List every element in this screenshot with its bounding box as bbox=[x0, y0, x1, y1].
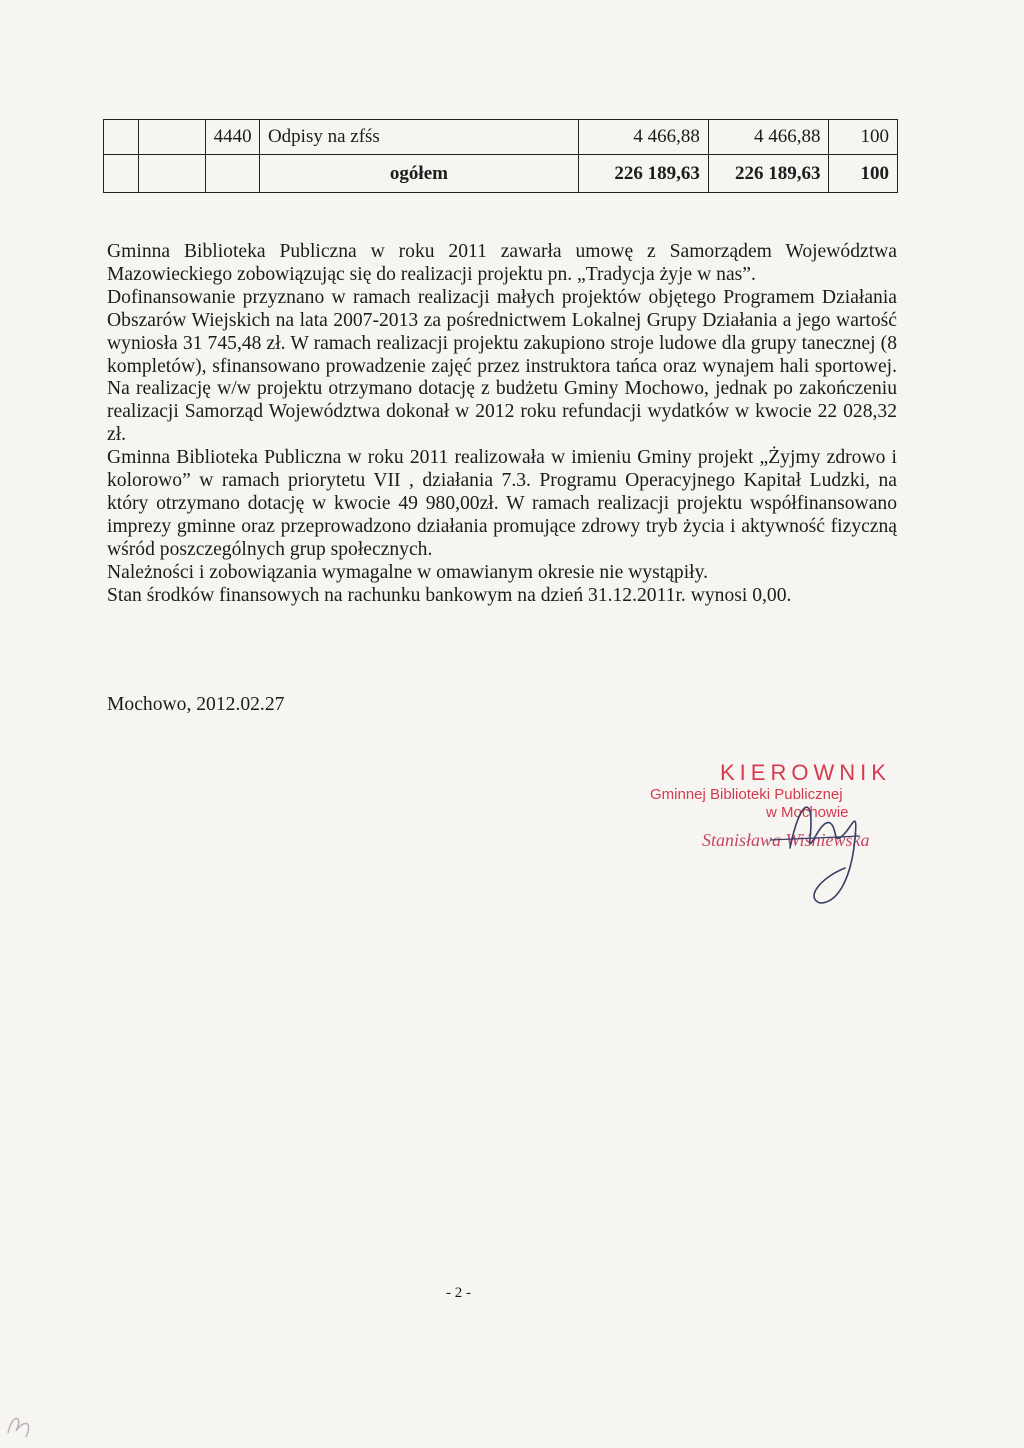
table-cell-percent: 100 bbox=[829, 120, 898, 155]
table-total-plan: 226 189,63 bbox=[578, 155, 708, 193]
stamp-title: KIEROWNIK bbox=[720, 760, 891, 785]
table-total-executed: 226 189,63 bbox=[708, 155, 829, 193]
table-cell-name: Odpisy na zfśs bbox=[259, 120, 578, 155]
paragraph: Dofinansowanie przyznano w ramach realizacji małych projektów objętego Programem Działania Obszarów Wiejskich na lata 2007-2013 za pośrednictwem Lokalnej Grupy Działania a jego wartość wyniosła 31 745,48 zł. W ramach realizacji projektu zakupiono stroje ludowe dla grupy tanecznej (8 kompletów), sfinansowano prowadzenie zajęć przez instruktora tańca oraz wynajem hali sportowej. Na realizację w/w projektu otrzymano dotację z budżetu Gminy Mochowo, jednak po zakończeniu realizacji Samorząd Województwa dokonał w 2012 roku refundacji wydatków w kwocie 22 028,32 zł. bbox=[107, 286, 897, 446]
report-body bbox=[107, 241, 897, 608]
stamp-location: w Mochowie bbox=[766, 804, 849, 821]
table-total-row bbox=[104, 155, 898, 193]
paragraph: Gminna Biblioteka Publiczna w roku 2011 zawarła umowę z Samorządem Województwa Mazowieckiego zobowiązując się do realizacji projektu pn. „Tradycja żyje w nas”. bbox=[107, 241, 897, 285]
table-cell-empty bbox=[205, 155, 259, 193]
table-cell-executed: 4 466,88 bbox=[708, 120, 829, 155]
expenditure-table bbox=[103, 119, 898, 193]
table-cell-empty bbox=[104, 155, 139, 193]
table-cell-plan: 4 466,88 bbox=[578, 120, 708, 155]
table-cell-empty bbox=[139, 155, 205, 193]
paragraph: Stan środków finansowych na rachunku bankowym na dzień 31.12.2011r. wynosi 0,00. bbox=[107, 584, 792, 606]
stamp-name: Stanisława Wiśniewska bbox=[702, 830, 870, 850]
handwritten-mark-icon bbox=[2, 1403, 42, 1443]
table-total-label: ogółem bbox=[259, 155, 578, 193]
paragraph: Należności i zobowiązania wymagalne w omawianym okresie nie wystąpiły. bbox=[107, 561, 709, 583]
table-row bbox=[104, 120, 898, 155]
signature-icon bbox=[760, 778, 870, 908]
table-cell-code: 4440 bbox=[205, 120, 259, 155]
place-date: Mochowo, 2012.02.27 bbox=[107, 694, 285, 715]
table-total-percent: 100 bbox=[829, 155, 898, 193]
table-cell-empty bbox=[139, 120, 205, 155]
stamp-institution: Gminnej Biblioteki Publicznej bbox=[650, 786, 843, 803]
page-number: - 2 - bbox=[446, 1285, 471, 1301]
table-cell-empty bbox=[104, 120, 139, 155]
official-stamp bbox=[640, 758, 891, 908]
paragraph: Gminna Biblioteka Publiczna w roku 2011 realizowała w imieniu Gminy projekt „Żyjmy zdrowo i kolorowo” w ramach priorytetu VII , działania 7.3. Programu Operacyjnego Kapitał Ludzki, na który otrzymano dotację w kwocie 49 980,00zł. W ramach realizacji projektu współfinansowano imprezy gminne oraz przeprowadzono działania promujące zdrowy tryb życia i aktywność fizyczną wśród poszczególnych grup społecznych. bbox=[107, 447, 897, 560]
